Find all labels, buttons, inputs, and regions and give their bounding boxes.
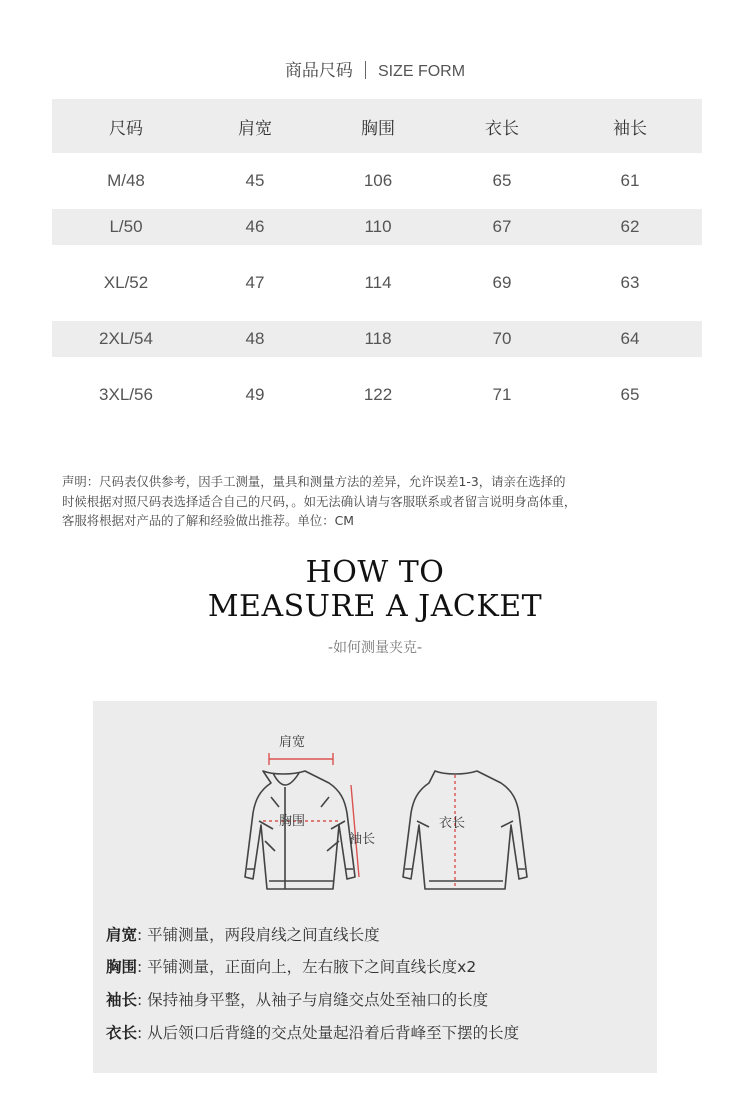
jacket-front-icon (245, 771, 355, 889)
table-header-row (52, 99, 702, 153)
table-row (52, 245, 702, 321)
table-cell: 70 (446, 321, 558, 357)
desc-chest (106, 955, 476, 977)
table-cell: 71 (492, 385, 512, 404)
size-table (52, 99, 702, 433)
table-cell: 65 (620, 385, 640, 404)
table-cell: 110 (310, 209, 446, 245)
table-cell: XL/52 (103, 273, 149, 292)
how-to-line-1: HOW TO (305, 555, 445, 590)
table-cell: 2XL/54 (52, 321, 200, 357)
desc-term: 胸围 (106, 958, 138, 976)
disclaimer-line: 客服将根据对产品的了解和经验做出推荐。单位：CM (62, 513, 354, 528)
table-cell: 65 (492, 171, 512, 190)
table-cell: 63 (620, 273, 640, 292)
table-cell: 69 (492, 273, 512, 292)
column-header-shoulder: 肩宽 (200, 99, 310, 153)
label-length: 衣长 (439, 816, 466, 831)
sleeve-measure-line (351, 785, 359, 877)
desc-shoulder (106, 923, 380, 945)
measure-panel (93, 701, 657, 1073)
desc-term: 肩宽 (106, 926, 138, 944)
column-header-size: 尺码 (52, 99, 200, 153)
table-row (52, 321, 702, 357)
label-sleeve: 袖长 (349, 832, 376, 847)
table-cell: 61 (620, 171, 640, 190)
desc-length (106, 1021, 519, 1043)
table-cell: 3XL/56 (99, 385, 153, 404)
size-disclaimer (62, 472, 682, 531)
table-cell: 62 (558, 209, 702, 245)
header-title-cn: 商品尺码 (284, 61, 353, 81)
table-cell: 46 (200, 209, 310, 245)
label-shoulder: 肩宽 (279, 735, 306, 750)
column-header-length: 衣长 (446, 99, 558, 153)
table-cell: 48 (200, 321, 310, 357)
desc-text: : 保持袖身平整，从袖子与肩缝交点处至袖口的长度 (137, 991, 489, 1009)
table-cell: 122 (363, 385, 393, 404)
desc-text: : 平铺测量，正面向上，左右腋下之间直线长度x2 (137, 958, 477, 976)
table-cell: L/50 (52, 209, 200, 245)
how-to-title (0, 556, 750, 624)
disclaimer-line: 时候根据对照尺码表选择适合自己的尺码，。如无法确认请与客服联系或者留言说明身高体重， (62, 493, 577, 509)
table-cell: 45 (245, 171, 265, 190)
header-separator (365, 61, 366, 79)
header-title-en: SIZE FORM (377, 63, 466, 80)
desc-text: : 从后领口后背缝的交点处量起沿着后背峰至下摆的长度 (137, 1024, 520, 1042)
label-chest: 胸围 (279, 814, 306, 829)
table-row (52, 153, 702, 209)
jacket-diagram (93, 701, 657, 1073)
desc-term: 袖长 (106, 991, 138, 1009)
table-cell: 118 (310, 321, 446, 357)
table-cell: 114 (364, 273, 392, 292)
table-cell: 67 (446, 209, 558, 245)
table-row (52, 357, 702, 433)
desc-term: 衣长 (106, 1024, 138, 1042)
column-header-chest: 胸围 (310, 99, 446, 153)
table-row (52, 209, 702, 245)
table-cell: M/48 (107, 171, 145, 190)
how-to-subtitle: -如何测量夹克- (327, 640, 423, 656)
desc-sleeve (106, 988, 488, 1010)
size-form-header (0, 56, 750, 81)
table-cell: 47 (245, 273, 265, 292)
table-cell: 49 (245, 385, 265, 404)
how-to-line-2: MEASURE A JACKET (207, 589, 543, 624)
table-cell: 64 (558, 321, 702, 357)
table-cell: 106 (363, 171, 393, 190)
disclaimer-line: 声明：尺码表仅供参考，因手工测量，量具和测量方法的差异，允许误差1-3，请亲在选择的 (62, 474, 566, 489)
desc-text: : 平铺测量，两段肩线之间直线长度 (137, 926, 380, 944)
column-header-sleeve: 袖长 (558, 99, 702, 153)
